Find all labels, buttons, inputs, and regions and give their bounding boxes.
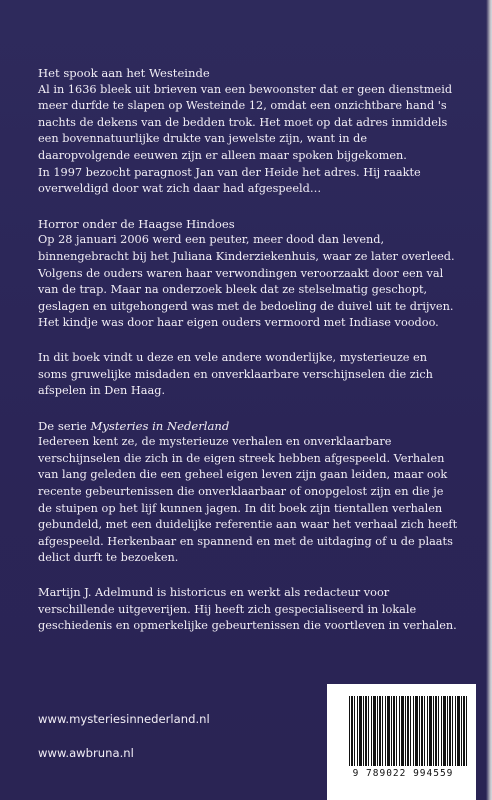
barcode-number: 9 789022 994559	[352, 768, 454, 779]
section-author	[38, 585, 458, 635]
website-links	[38, 712, 210, 760]
section-heading: Het spook aan het Westeinde	[38, 66, 210, 80]
website-link-awbruna[interactable]: www.awbruna.nl	[38, 746, 134, 760]
barcode-icon	[349, 696, 467, 766]
paragraph: Op 28 januari 2006 werd een peuter, meer dood dan levend, binnengebracht bij het Juliana Kinderziekenhuis, waar ze later overleed. Volgens de ouders waren haar verwondingen veroorzaakt door een val van de trap. Maar na onderzoek bleek dat ze stelselmatig geschopt, geslagen en uitgehongerd was met de bedoeling de duivel uit te drijven. Het kindje was door haar eigen ouders vermoord met Indiase voodoo.	[38, 233, 455, 330]
series-title: Mysteries in Nederland	[90, 418, 230, 433]
isbn-barcode	[327, 684, 476, 800]
heading-prefix: De serie	[38, 418, 91, 433]
paragraph: In dit boek vindt u deze en vele andere wonderlijke, mysterieuze en soms gruwelijke misdaden en onverklaarbare verschijnselen die zich afspelen in Den Haag.	[38, 350, 433, 398]
section-heading: Horror onder de Haagse Hindoes	[38, 216, 235, 231]
paragraph: Martijn J. Adelmund is historicus en werkt als redacteur voor verschillende uitgeverijen. Hij heeft zich gespecialiseerd in lokale geschiedenis en opmerkelijke gebeurtenissen die voortleven in verhalen.	[38, 586, 457, 633]
section-horror	[38, 216, 458, 332]
section-spook	[38, 65, 458, 198]
paragraph: Al in 1636 bleek uit brieven van een bewoonster dat er geen dienstmeid meer durfde te slapen op Westeinde 12, omdat een onzichtbare hand 's nachts de dekens van de bedden trok. Het moet op dat adres inmiddels een bovennatuurlijke drukte van jewelste zijn, want in de daaropvolgende eeuwen zijn er alleen maar spoken bijgekomen.	[38, 82, 453, 162]
blurb-text	[38, 65, 458, 653]
section-serie	[38, 418, 458, 567]
section-intro	[38, 350, 458, 400]
paragraph: Iedereen kent ze, de mysterieuze verhalen en onverklaarbare verschijnselen die zich in de eigen streek hebben afgespeeld. Verhalen van lang geleden die een geheel eigen leven zijn gaan leiden, maar ook recente gebeurtenissen die onverklaarbaar of onopgelost zijn en die je de stuipen op het lijf kunnen jagen. In dit boek zijn tientallen verhalen gebundeld, met een duidelijke referentie aan waar het verhaal zich heeft afgespeeld. Herkenbaar en spannend en met de uitdaging of u de plaats delict durft te bezoeken.	[38, 435, 458, 565]
section-heading	[38, 418, 458, 435]
page-edge	[486, 0, 492, 800]
paragraph: In 1997 bezocht paragnost Jan van der Heide het adres. Hij raakte overweldigd door wat zich daar had afgespeeld…	[38, 165, 421, 196]
website-link-mysteries[interactable]: www.mysteriesinnederland.nl	[38, 712, 210, 726]
